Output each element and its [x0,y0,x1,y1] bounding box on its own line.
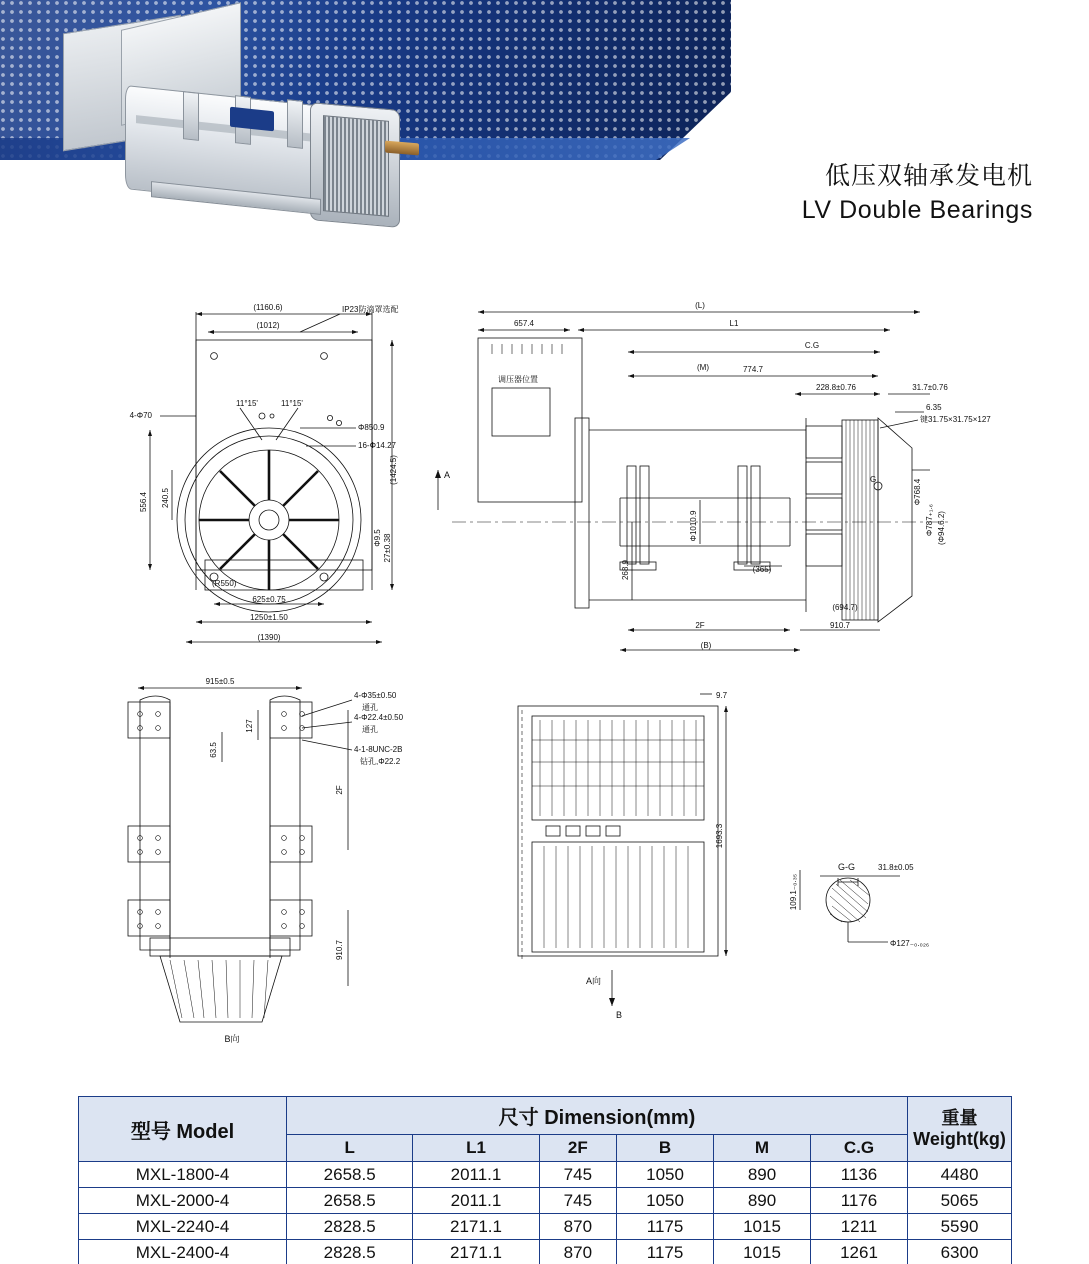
svg-text:(1012): (1012) [256,321,280,330]
cell-weight: 5065 [908,1188,1012,1214]
svg-text:240.5: 240.5 [161,487,170,509]
table-row [79,1214,1012,1240]
header-dimension: 尺寸 Dimension(mm) [287,1097,908,1135]
svg-text:(365): (365) [752,565,772,574]
spec-table-body [79,1162,1012,1264]
svg-text:A向: A向 [586,976,602,986]
svg-text:4-1-8UNC-2B: 4-1-8UNC-2B [354,745,403,754]
svg-text:钻孔,Φ22.2: 钻孔,Φ22.2 [360,757,401,766]
svg-text:G: G [870,475,877,484]
view-side [452,301,991,652]
svg-text:Φ787₊₁.₆: Φ787₊₁.₆ [925,503,934,537]
svg-text:通孔: 通孔 [362,725,378,734]
svg-text:Φ127₋₀.₀₂₆: Φ127₋₀.₀₂₆ [890,939,930,948]
header-weight-cn: 重量 [941,1108,978,1129]
cell-model: MXL-2240-4 [79,1214,287,1240]
svg-text:Φ1010.9: Φ1010.9 [689,510,698,542]
cell-b: 1175 [617,1214,714,1240]
svg-text:(Φ94.6.2): (Φ94.6.2) [937,511,946,545]
cell-model: MXL-2400-4 [79,1240,287,1264]
header-col-m: M [714,1135,811,1162]
drawing-svg [0,270,1089,1070]
cell-l1: 2171.1 [413,1240,539,1264]
svg-text:109.1₋₀.₃₅: 109.1₋₀.₃₅ [789,873,798,911]
lifting-lug-3 [287,99,303,149]
svg-text:915±0.5: 915±0.5 [205,677,235,686]
cell-l1: 2011.1 [413,1162,539,1188]
svg-text:31.8±0.05: 31.8±0.05 [878,863,914,872]
header-weight [908,1097,1012,1162]
cell-b: 1050 [617,1188,714,1214]
cell-weight: 5590 [908,1214,1012,1240]
svg-text:910.7: 910.7 [829,621,851,630]
cell-m: 1015 [714,1240,811,1264]
svg-text:1250±1.50: 1250±1.50 [250,613,288,622]
svg-text:910.7: 910.7 [335,939,344,961]
svg-text:63.5: 63.5 [209,742,218,758]
svg-text:IP23防滴罩选配: IP23防滴罩选配 [342,305,399,314]
svg-text:Φ850.9: Φ850.9 [358,423,385,432]
header-weight-en: Weight(kg) [913,1129,1006,1149]
cell-cg: 1211 [810,1214,907,1240]
svg-text:2F: 2F [335,785,344,795]
cell-2f: 870 [539,1240,616,1264]
svg-text:调压器位置: 调压器位置 [498,375,538,384]
svg-text:6.35: 6.35 [926,403,942,412]
header-col-l: L [287,1135,413,1162]
technical-drawing [0,270,1089,1070]
generator-photo [55,14,415,214]
svg-text:228.8±0.76: 228.8±0.76 [816,383,856,392]
svg-text:1693.3: 1693.3 [715,823,724,849]
svg-text:31.7±0.76: 31.7±0.76 [912,383,948,392]
header-model: 型号 Model [79,1097,287,1162]
svg-text:(M): (M) [697,363,709,372]
cell-m: 1015 [714,1214,811,1240]
title-block [802,160,1033,228]
cell-m: 890 [714,1188,811,1214]
svg-text:2F: 2F [695,621,705,630]
view-base-plan [128,677,404,1044]
cell-l1: 2011.1 [413,1188,539,1214]
svg-text:127: 127 [245,719,254,733]
cell-weight: 6300 [908,1240,1012,1264]
header-col-b: B [617,1135,714,1162]
svg-text:B: B [616,1010,623,1020]
svg-text:Φ9.5: Φ9.5 [373,529,382,547]
view-gg-section [789,862,929,948]
spec-table-wrapper [78,1096,1012,1264]
cell-2f: 870 [539,1214,616,1240]
cell-cg: 1136 [810,1162,907,1188]
svg-text:A: A [444,470,451,480]
svg-text:4-Φ22.4±0.50: 4-Φ22.4±0.50 [354,713,404,722]
svg-text:774.7: 774.7 [742,365,764,374]
cell-l: 2828.5 [287,1214,413,1240]
svg-text:G-G: G-G [838,862,855,872]
cell-weight: 4480 [908,1162,1012,1188]
svg-text:(1390): (1390) [257,633,281,642]
title-english: LV Double Bearings [801,195,1033,224]
svg-text:4-Φ70: 4-Φ70 [129,411,152,420]
cell-cg: 1176 [810,1188,907,1214]
view-a-arrow [518,691,728,1020]
svg-text:(L): (L) [695,301,705,310]
cell-b: 1050 [617,1162,714,1188]
svg-text:11°15': 11°15' [281,399,303,408]
header-col-2f: 2F [539,1135,616,1162]
title-chinese: 低压双轴承发电机 [824,162,1033,190]
table-row [79,1240,1012,1264]
cell-cg: 1261 [810,1240,907,1264]
cell-2f: 745 [539,1162,616,1188]
svg-text:键31.75×31.75×127: 键31.75×31.75×127 [920,415,991,424]
cell-m: 890 [714,1162,811,1188]
cell-model: MXL-1800-4 [79,1162,287,1188]
cell-l: 2658.5 [287,1162,413,1188]
table-row [79,1188,1012,1214]
svg-text:268.9: 268.9 [621,559,630,581]
svg-text:(R550): (R550) [212,579,237,588]
svg-text:B向: B向 [224,1034,240,1044]
spec-table [78,1096,1012,1264]
svg-text:16-Φ14.27: 16-Φ14.27 [358,441,396,450]
header-col-l1: L1 [413,1135,539,1162]
cell-l: 2658.5 [287,1188,413,1214]
air-grill [323,115,389,217]
svg-text:657.4: 657.4 [513,319,535,328]
svg-text:(1160.6): (1160.6) [253,303,283,312]
svg-text:L1: L1 [729,319,739,328]
cell-2f: 745 [539,1188,616,1214]
svg-text:4-Φ35±0.50: 4-Φ35±0.50 [354,691,397,700]
svg-text:(694.7): (694.7) [832,603,858,612]
svg-text:(B): (B) [700,641,712,650]
cell-model: MXL-2000-4 [79,1188,287,1214]
svg-text:通孔: 通孔 [362,703,378,712]
cell-l: 2828.5 [287,1240,413,1264]
svg-text:556.4: 556.4 [139,491,148,513]
svg-text:11°15': 11°15' [236,399,258,408]
svg-text:27±0.38: 27±0.38 [383,533,392,563]
cell-l1: 2171.1 [413,1214,539,1240]
cell-b: 1175 [617,1240,714,1264]
spec-table-head [79,1097,1012,1162]
header-col-cg: C.G [810,1135,907,1162]
lifting-lug-1 [183,91,199,141]
svg-text:625±0.75: 625±0.75 [252,595,286,604]
table-row [79,1162,1012,1188]
header-row-main [79,1097,1012,1135]
svg-text:C.G: C.G [804,341,820,350]
svg-text:9.7: 9.7 [716,691,728,700]
view-front [130,303,450,644]
svg-text:Φ768.4: Φ768.4 [913,478,922,506]
svg-text:(1424.5): (1424.5) [389,455,398,485]
